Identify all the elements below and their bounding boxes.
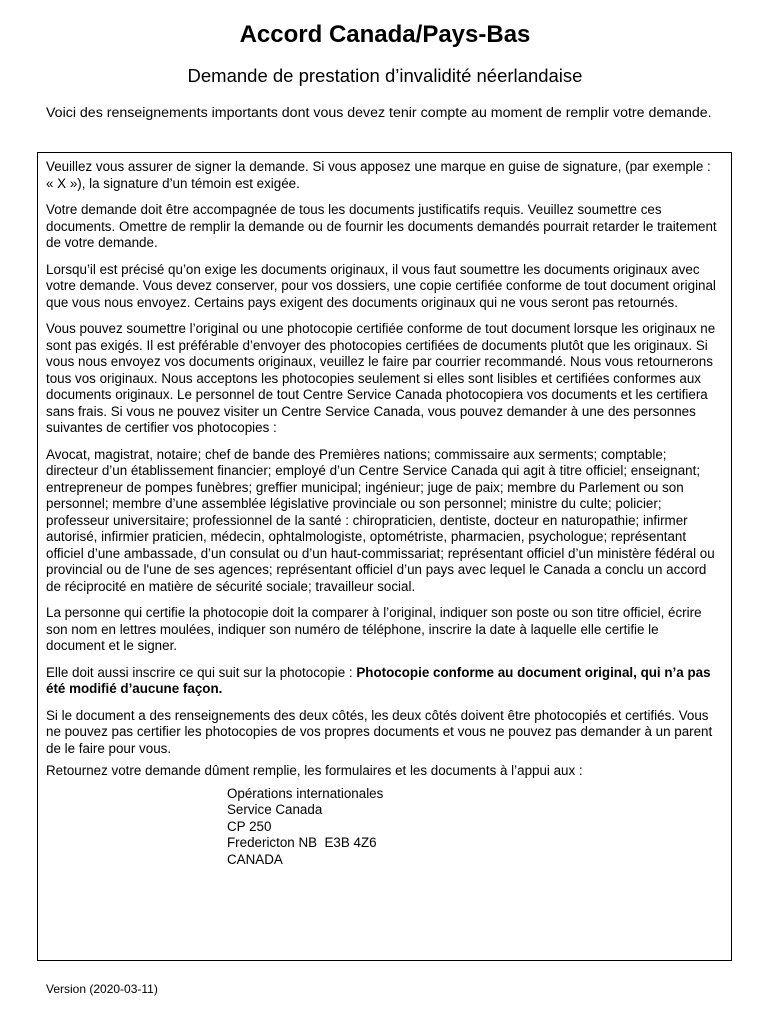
original-documents-paragraph: Lorsqu’il est précisé qu’on exige les documents originaux, il vous faut soumettre les documents originaux avec votre demande. Vous devez conserver, pour vos dossiers, une copie certifiée conforme de tout document original que vous nous envoyez. Certains pays exigent des documents originaux qui ne vous seront pas retournés. bbox=[46, 261, 716, 310]
address-line: Opérations internationales bbox=[227, 785, 384, 801]
address-line: CP 250 bbox=[227, 818, 272, 834]
address-line: CANADA bbox=[227, 851, 283, 867]
certifier-duties-paragraph: La personne qui certifie la photocopie doit la comparer à l’original, indiquer son poste ou son titre officiel, écrire son nom en lettres moulées, indiquer son numéro de téléphone, inscrire la date à laquelle elle certifie le document et le signer. bbox=[46, 605, 702, 653]
important-info-box bbox=[37, 152, 732, 961]
intro-paragraph: Voici des renseignements importants dont vous devez tenir compte au moment de remplir votre demande. bbox=[46, 105, 712, 121]
certification-statement: Photocopie conforme au document original, qui n’a pas été modifié d’aucune façon. bbox=[46, 664, 711, 696]
mailing-address bbox=[227, 786, 721, 869]
certification-text-paragraph bbox=[46, 665, 721, 698]
certification-intro: Elle doit aussi inscrire ce qui suit sur la photocopie : bbox=[46, 664, 357, 680]
page-title: Accord Canada/Pays-Bas bbox=[239, 21, 531, 48]
return-instructions-paragraph: Retournez votre demande dûment remplie, les formulaires et les documents à l’appui aux : bbox=[46, 763, 583, 778]
certified-copies-paragraph: Vous pouvez soumettre l’original ou une photocopie certifiée conforme de tout document lorsque les originaux ne sont pas exigés. Il est préférable d’envoyer des photocopies certifiées de documents plutôt que les originaux. Si vous nous envoyez vos documents originaux, veuillez le faire par courrier recommandé. Nous vous retournerons tous vos originaux. Nous acceptons les photocopies seulement si elles sont lisibles et certifiées conformes aux documents originaux. Le personnel de tout Centre Service Canada photocopiera vos documents et les certifiera sans frais. Si vous ne pouvez visiter un Centre Service Canada, vous pouvez demander à une des personnes suivantes de certifier vos photocopies : bbox=[46, 321, 716, 435]
page-subtitle: Demande de prestation d’invalidité néerlandaise bbox=[187, 65, 583, 86]
supporting-documents-paragraph: Votre demande doit être accompagnée de tous les documents justificatifs requis. Veuillez soumettre ces documents. Omettre de remplir la demande ou de fournir les documents demandés pourrait retarder le traitement de votre demande. bbox=[46, 202, 717, 250]
certifiers-list-paragraph: Avocat, magistrat, notaire; chef de bande des Premières nations; commissaire aux serments; comptable; directeur d’un établissement financier; employé d’un Centre Service Canada qui agit à titre officiel; enseignant; entrepreneur de pompes funèbres; greffier municipal; ingénieur; juge de paix; membre du Parlement ou son personnel; membre d’une assemblée législative provinciale ou son personnel; ministre du culte; policier; professeur universitaire; professionnel de la santé : chiropraticien, dentiste, docteur en naturopathie; infirmer autorisé, infirmier praticien, médecin, ophtalmologiste, optométriste, pharmacien, psychologue; représentant officiel d’une ambassade, d’un consulat ou d’un haut-commissariat; représentant officiel d’un ministère fédéral ou provincial ou de l'une de ses agences; représentant officiel d’un pays avec lequel le Canada a conclu un accord de réciprocité en matière de sécurité sociale; travailleur social. bbox=[46, 446, 715, 594]
version-label: Version (2020-03-11) bbox=[46, 982, 158, 996]
signature-paragraph: Veuillez vous assurer de signer la demande. Si vous apposez une marque en guise de signature, (par exemple : « X »), la signature d’un témoin est exigée. bbox=[46, 159, 711, 191]
address-line: Fredericton NB E3B 4Z6 bbox=[227, 835, 377, 850]
two-sided-paragraph: Si le document a des renseignements des deux côtés, les deux côtés doivent être photocopiés et certifiés. Vous ne pouvez pas certifier les photocopies de vos propres documents et vous ne pouvez pas demander à un parent de le faire pour vous. bbox=[46, 707, 713, 756]
address-line: Service Canada bbox=[227, 802, 323, 817]
